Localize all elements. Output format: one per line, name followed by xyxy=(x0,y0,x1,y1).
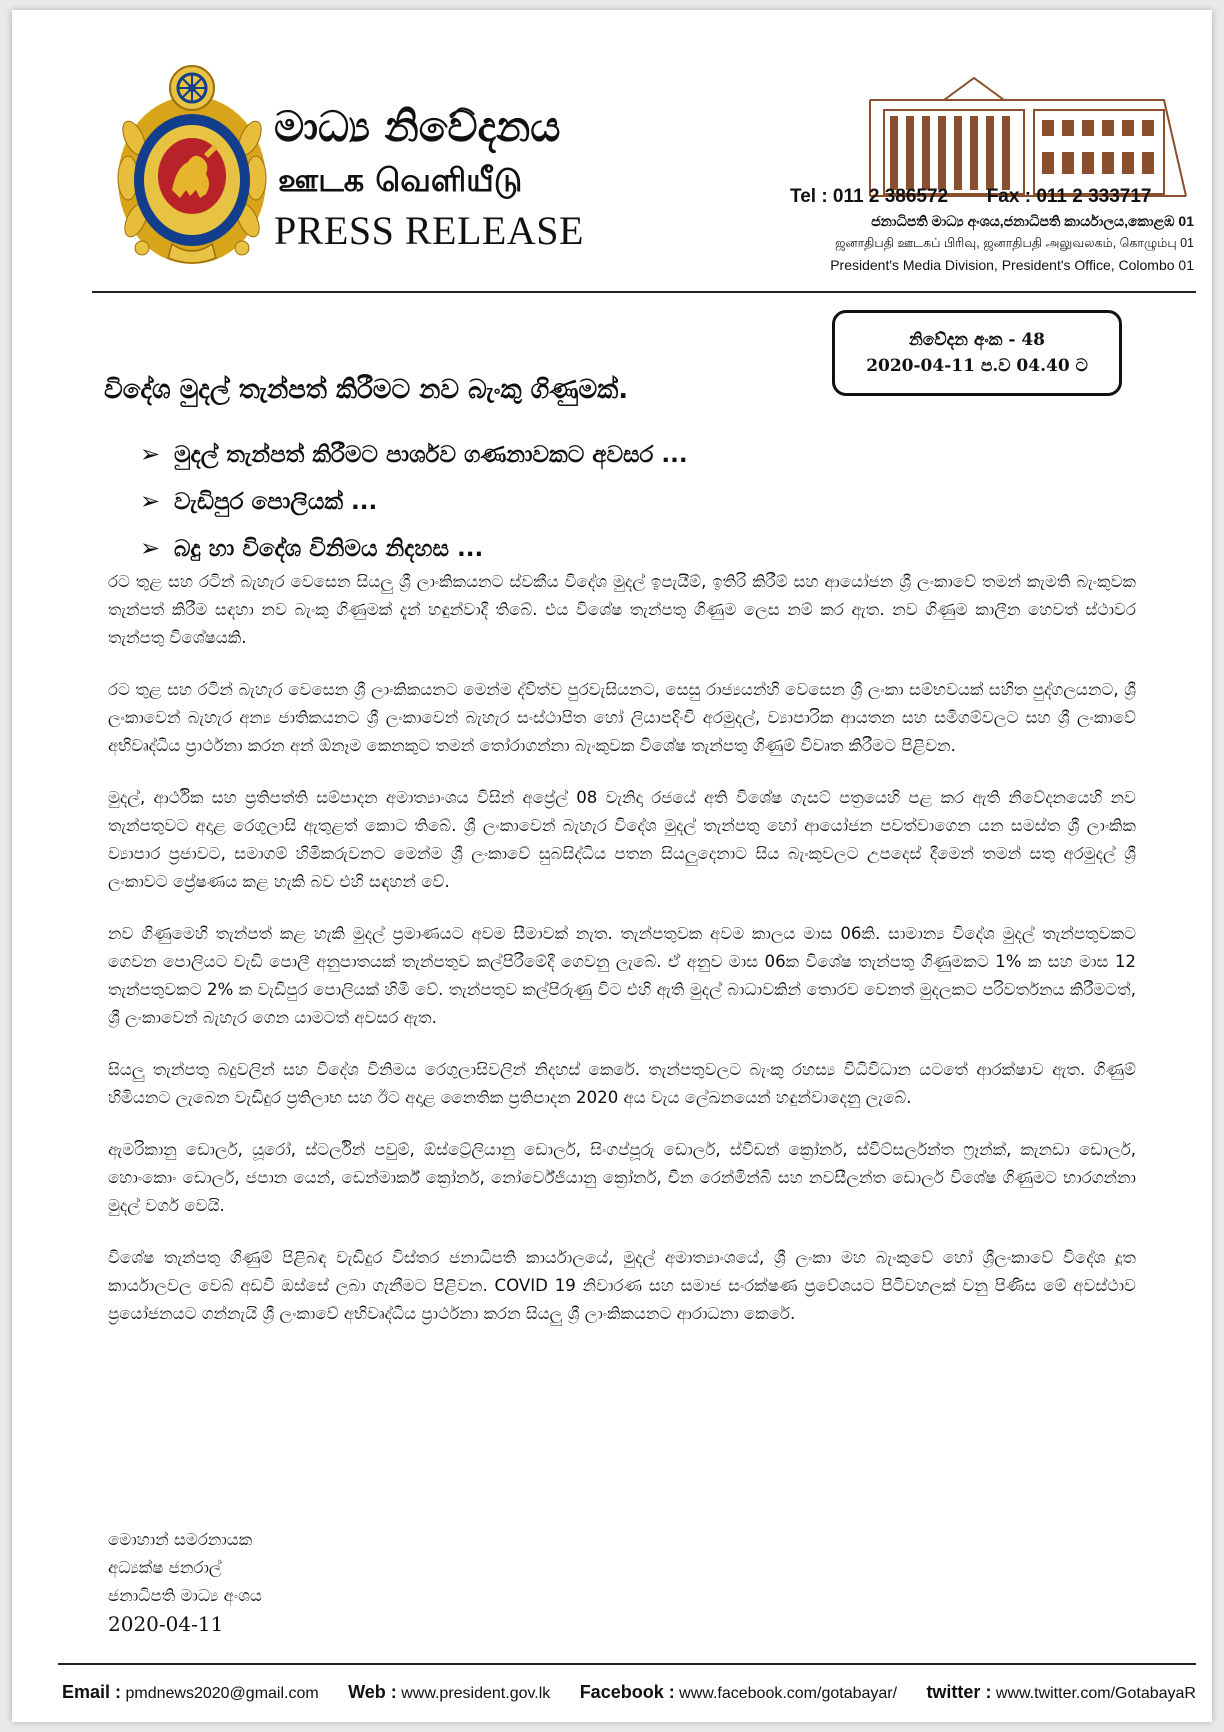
footer-web xyxy=(348,1682,550,1703)
footer-facebook xyxy=(580,1682,897,1703)
footer-twitter xyxy=(926,1682,1196,1703)
fax-label: Fax xyxy=(986,186,1020,207)
footer-email xyxy=(62,1682,319,1703)
highlight-item xyxy=(140,525,900,572)
twitter-link[interactable]: www.twitter.com/GotabayaR xyxy=(995,1685,1196,1702)
header-divider xyxy=(92,291,1196,293)
address-english: President's Media Division, President's Office, Colombo 01 xyxy=(830,257,1194,273)
tel-label: Tel xyxy=(790,186,817,207)
title-sinhala: මාධ්‍ය නිවේදනය xyxy=(274,102,561,151)
presidential-secretariat-building-icon xyxy=(864,70,1194,198)
paragraph: මුදල්, ආර්ථික සහ ප්‍රතිපත්ති සම්පාදන අමාත්‍යාංශය විසින් අප්‍රේල් 08 වැනිදා රජයේ අති විශේෂ ගැසට් පත්‍රයෙහි පළ කර ඇති නිවේදනයෙහි නව තැන්පතුවට අදාළ රෙගුලාසි ඇතුළත් කොට තිබේ. ශ්‍රී ලංකාවෙන් බැහැර විදේශ මුදල් තැන්පතු හෝ ආයෝජන පවත්වාගෙන යන සමස්ත ශ්‍රී ලාංකික ව්‍යාපාර ප්‍රජාවට, සමාගම් හිමිකරුවනට මෙන්ම ශ්‍රී ලංකාවේ සුබසිද්ධිය පතන සියලුදෙනාට සිය බැංකුවලට උපදෙස් දීමෙන් තමන් සතු අරමුදල් ශ්‍රී ලංකාවට ප්‍රේෂණය කළ හැකි බව එහි සඳහන් වේ. xyxy=(108,788,1136,891)
web-link[interactable]: www.president.gov.lk xyxy=(401,1685,551,1702)
facebook-link[interactable]: www.facebook.com/gotabayar/ xyxy=(679,1685,898,1702)
email-link[interactable]: pmdnews2020@gmail.com xyxy=(125,1685,319,1702)
title-english: PRESS RELEASE xyxy=(274,208,584,253)
fax-value: : 011 2 333717 xyxy=(1024,186,1152,207)
paragraph: ඇමරිකානු ඩොලර්, යූරෝ, ස්ටර්ලින් පවුම්, ඕස්ට්‍රේලියානු ඩොලර්, සිංගප්පූරු ඩොලර්, ස්වීඩන් ක්‍රෝනර්, ස්විට්සර්ලන්ත ෆ්‍රෑන්ක්, කැනඩා ඩොලර්, හොංකොං ඩොලර්, ජපාන යෙන්, ඩෙන්මාර්ක් ක්‍රෝනර්, නෝර්වේජියානු ක්‍රෝනර්, චීන රෙන්මින්බි සහ නවසීලන්ත ඩොලර් විශේෂ ගිණුමට භාරගන්නා මුදල් වර්ග වෙයි. xyxy=(108,1140,1136,1215)
address-tamil: ஜனாதிபதி ஊடகப் பிரிவு, ஜனாதிபதி அலுவலகம், கொழும்பு 01 xyxy=(835,236,1194,250)
highlight-item xyxy=(140,431,900,478)
contact-details xyxy=(790,186,1194,276)
tel-value: : 011 2 386572 xyxy=(821,186,949,207)
twitter-label: twitter : xyxy=(926,1682,992,1702)
signature-date: 2020-04-11 xyxy=(108,1612,224,1636)
title-tamil: ஊடக வெளியீடு xyxy=(278,161,523,199)
highlight-text: වැඩිපුර පොලියක් ... xyxy=(174,489,378,515)
footer-divider xyxy=(58,1663,1196,1665)
masthead-titles xyxy=(274,102,604,254)
paragraph: නව ගිණුමෙහි තැන්පත් කළ හැකි මුදල් ප්‍රමාණයට අවම සීමාවක් නැත. තැන්පතුවක අවම කාලය මාස 06කි. සාමාන්‍ය විදේශ මුදල් තැන්පතුවකට ගෙවන පොලියට වැඩි පොලී අනුපාතයක් තැන්පතුව කල්පිරීමේදී ගෙවනු ලැබේ. ඒ අනුව මාස 06ක විශේෂ තැන්පතු ගිණුමකට 1% ක සහ මාස 12 තැන්පතුවකට 2% ක වැඩිපුර පොලියක් හිමි වේ. තැන්පතුව කල්පිරුණු විට එහි ඇති මුදල් බාධාවකින් තොරව වෙනත් මුදලකට පරිවර්තනය කිරීමටත්, ශ්‍රී ලංකාවෙන් බැහැර ගෙන යාමටත් අවසර ඇත. xyxy=(108,924,1136,1027)
highlights-list xyxy=(140,431,900,572)
email-label: Email : xyxy=(62,1682,122,1702)
arrow-bullet-icon: ➢ xyxy=(140,487,161,515)
signatory-office: ජනාධිපති මාධ්‍ය අංශය xyxy=(108,1586,262,1605)
address-sinhala: ජනාධිපති මාධ්‍ය අංශය,ජනාධිපති කාර්යාලය,කොළඹ 01 xyxy=(871,213,1194,229)
paragraph: සියලු තැන්පතු බදුවලින් සහ විදේශ විනිමය රෙගුලාසිවලින් නිදහස් කෙරේ. තැන්පතුවලට බැංකු රහස්‍ය විධිවිධාන යටතේ ආරක්ෂාව ඇත. ගිණුම් හිමියනට ලැබෙන වැඩිදුර ප්‍රතිලාභ සහ ඊට අදාළ නෛතික ප්‍රතිපාදන 2020 අය වැය ලේඛනයෙන් හඳුන්වාදෙනු ලැබේ. xyxy=(108,1060,1136,1107)
web-label: Web : xyxy=(348,1682,397,1702)
signature-block xyxy=(108,1526,508,1638)
signatory-title: අධ්‍යක්ෂ ජනරාල් xyxy=(108,1558,222,1577)
sri-lanka-emblem-icon xyxy=(112,58,272,268)
release-number: නිවේදන අංක - 48 xyxy=(908,330,1046,350)
paragraph: රට තුළ සහ රටින් බැහැර වෙසෙන සියලු ශ්‍රී ලාංකිකයනට ස්වකීය විදේශ මුදල් ඉපැයීම්, ඉතිරි කිරීම් සහ ආයෝජන ශ්‍රී ලංකාවේ තමන් කැමති බැංකුවක තැන්පත් කිරීම සඳහා නව බැංකු ගිණුමක් දැන් හඳුන්වාදී තිබේ. එය විශේෂ තැන්පතු ගිණුම ලෙස නම් කර ඇත. නව ගිණුම කාලීන හෙවත් ස්ථාවර තැන්පතු විශේෂයකි. xyxy=(108,572,1136,647)
release-datetime: 2020-04-11 ප.ව 04.40 ට xyxy=(866,356,1088,376)
highlight-text: මුදල් තැන්පත් කිරීමට පාර්ශව ගණනාවකට අවසර ... xyxy=(174,442,688,468)
paragraph: විශේෂ තැන්පතු ගිණුම් පිළිබඳ වැඩිදුර විස්තර ජනාධිපති කාර්යාලයේ, මුදල් අමාත්‍යාංශයේ, ශ්‍රී ලංකා මහ බැංකුවේ හෝ ශ්‍රීලංකාවේ විදේශ දූත කාර්යාලවල වෙබ් අඩවි ඔස්සේ ලබා ගැනීමට පිළිවන. COVID 19 නිවාරණ සහ සමාජ සංරක්ෂණ ප්‍රවේශයට පිටිවහලක් වනු පිණිස මේ අවස්ථාව ප්‍රයෝජනයට ගන්නැයි ශ්‍රී ලංකාවේ අභිවෘද්ධිය ප්‍රාර්ථනා කරන සියලු ශ්‍රී ලාංකිකයනට ආරාධනා කෙරේ. xyxy=(108,1248,1136,1323)
highlight-item xyxy=(140,478,900,525)
highlight-text: බදු හා විදේශ විනිමය නිදහස ... xyxy=(174,536,484,562)
phone-fax-line xyxy=(790,186,1194,208)
arrow-bullet-icon: ➢ xyxy=(140,440,161,468)
footer-contacts xyxy=(62,1682,1196,1703)
signatory-name: මොහාන් සමරනායක xyxy=(108,1530,253,1549)
reference-box xyxy=(832,310,1122,396)
facebook-label: Facebook : xyxy=(579,1682,675,1702)
headline: විදේශ මුදල් තැන්පත් කිරීමට නව බැංකු ගිණුමක්. xyxy=(104,375,629,405)
arrow-bullet-icon: ➢ xyxy=(140,534,161,562)
press-release-page xyxy=(12,10,1212,1722)
body-text xyxy=(108,568,1136,1352)
paragraph: රට තුළ සහ රටින් බැහැර වෙසෙන ශ්‍රී ලාංකිකයනට මෙන්ම ද්විත්ව පුරවැසියනට, සෙසු රාජ්‍යයන්හි වෙසෙන ශ්‍රී ලංකා සම්භවයක් සහිත පුද්ගලයනට, ශ්‍රී ලංකාවෙන් බැහැර අන්‍ය ජාතිකයනට ශ්‍රී ලංකාවෙන් බැහැර සංස්ථාපිත හෝ ලියාපදිංචි අරමුදල්, ව්‍යාපාරික ආයතන සහ සමිගම්වලට සහ ශ්‍රී ලංකාවේ අභිවෘද්ධිය ප්‍රාර්ථනා කරන අන් ඕනෑම කෙනකුට තමන් තෝරාගන්නා බැංකුවක විශේෂ තැන්පතු ගිණුම් විවෘත කිරීමට පිළිවන. xyxy=(108,680,1136,755)
